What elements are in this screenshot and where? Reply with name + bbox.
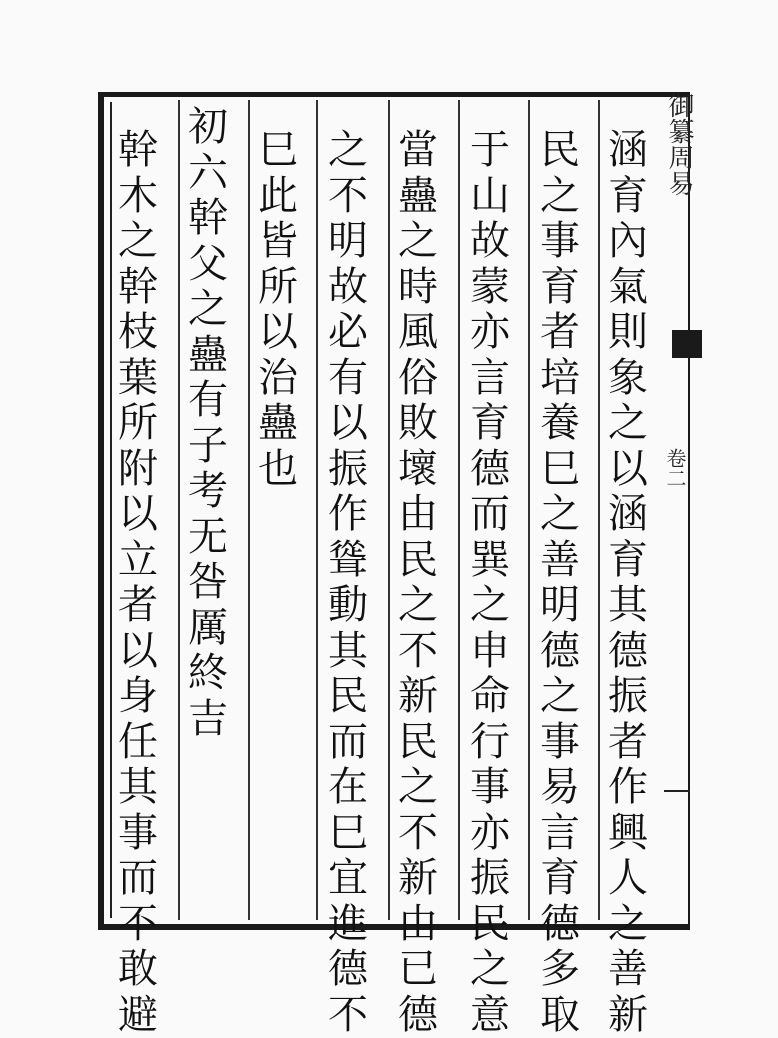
glyph: 進 <box>328 902 368 948</box>
glyph: 當 <box>398 128 438 174</box>
glyph: 意 <box>470 993 510 1038</box>
text-column-7 <box>188 105 228 742</box>
glyph: 于 <box>470 128 510 174</box>
fish-tail-mark <box>672 330 702 358</box>
glyph: 而 <box>470 492 510 538</box>
margin-title: 御纂周易 <box>664 92 694 196</box>
text-column-5 <box>328 128 368 1038</box>
page-border <box>98 92 690 930</box>
glyph: 養 <box>540 401 580 447</box>
glyph: 已 <box>398 947 438 993</box>
glyph: 有 <box>328 356 368 402</box>
glyph: 育 <box>608 174 648 220</box>
inner-border-line <box>110 102 112 918</box>
glyph: 則 <box>608 310 648 356</box>
glyph: 而 <box>118 856 158 902</box>
glyph: 之 <box>398 765 438 811</box>
text-column-8 <box>118 128 158 1038</box>
glyph: 之 <box>540 174 580 220</box>
glyph: 動 <box>328 583 368 629</box>
glyph: 任 <box>118 720 158 766</box>
glyph: 申 <box>470 629 510 675</box>
glyph: 之 <box>470 583 510 629</box>
glyph: 蠱 <box>398 174 438 220</box>
glyph: 事 <box>118 811 158 857</box>
glyph: 德 <box>398 993 438 1038</box>
glyph: 幹 <box>118 265 158 311</box>
glyph: 善 <box>540 538 580 584</box>
glyph: 德 <box>328 947 368 993</box>
glyph: 咎 <box>188 560 228 606</box>
glyph: 行 <box>470 720 510 766</box>
glyph: 六 <box>188 151 228 197</box>
glyph: 振 <box>608 674 648 720</box>
glyph: 幹 <box>118 128 158 174</box>
column-rule <box>248 100 250 920</box>
glyph: 以 <box>118 492 158 538</box>
glyph: 新 <box>398 856 438 902</box>
glyph: 德 <box>470 447 510 493</box>
glyph: 有 <box>188 378 228 424</box>
glyph: 蒙 <box>470 265 510 311</box>
glyph: 不 <box>328 174 368 220</box>
glyph: 宜 <box>328 856 368 902</box>
glyph: 吉 <box>188 697 228 743</box>
glyph: 者 <box>118 583 158 629</box>
glyph: 蠱 <box>258 401 298 447</box>
glyph: 民 <box>398 538 438 584</box>
glyph: 子 <box>188 424 228 470</box>
glyph: 德 <box>608 629 648 675</box>
glyph: 也 <box>258 447 298 493</box>
glyph: 涵 <box>608 492 648 538</box>
glyph: 必 <box>328 310 368 356</box>
glyph: 民 <box>540 128 580 174</box>
glyph: 敢 <box>118 947 158 993</box>
glyph: 其 <box>118 765 158 811</box>
glyph: 以 <box>328 401 368 447</box>
glyph: 育 <box>540 265 580 311</box>
glyph: 以 <box>608 447 648 493</box>
column-rule <box>598 100 600 920</box>
glyph: 之 <box>188 287 228 333</box>
glyph: 巳 <box>258 128 298 174</box>
glyph: 者 <box>608 720 648 766</box>
glyph: 終 <box>188 651 228 697</box>
glyph: 人 <box>608 856 648 902</box>
glyph: 民 <box>328 674 368 720</box>
glyph: 興 <box>608 811 648 857</box>
glyph: 亦 <box>470 811 510 857</box>
glyph: 作 <box>328 492 368 538</box>
glyph: 由 <box>398 492 438 538</box>
glyph: 事 <box>470 765 510 811</box>
text-column-1 <box>608 128 648 1038</box>
glyph: 振 <box>328 447 368 493</box>
glyph: 由 <box>398 902 438 948</box>
glyph: 治 <box>258 356 298 402</box>
volume-label: 卷二 <box>660 448 690 488</box>
glyph: 之 <box>328 128 368 174</box>
glyph: 其 <box>608 583 648 629</box>
column-rule <box>388 100 390 920</box>
glyph: 聳 <box>328 538 368 584</box>
glyph: 振 <box>470 856 510 902</box>
text-column-4 <box>398 128 438 1038</box>
glyph: 作 <box>608 765 648 811</box>
column-rule <box>178 100 180 920</box>
glyph: 故 <box>470 219 510 265</box>
glyph: 新 <box>608 993 648 1038</box>
glyph: 德 <box>540 629 580 675</box>
glyph: 多 <box>540 947 580 993</box>
glyph: 不 <box>118 902 158 948</box>
glyph: 取 <box>540 993 580 1038</box>
glyph: 之 <box>398 219 438 265</box>
glyph: 命 <box>470 674 510 720</box>
glyph: 俗 <box>398 356 438 402</box>
glyph: 象 <box>608 356 648 402</box>
glyph: 內 <box>608 219 648 265</box>
column-rule <box>528 100 530 920</box>
glyph: 之 <box>608 902 648 948</box>
glyph: 初 <box>188 105 228 151</box>
glyph: 所 <box>258 265 298 311</box>
glyph: 此 <box>258 174 298 220</box>
glyph: 在 <box>328 765 368 811</box>
glyph: 明 <box>540 583 580 629</box>
text-column-6 <box>258 128 298 492</box>
glyph: 幹 <box>188 196 228 242</box>
glyph: 新 <box>398 674 438 720</box>
glyph: 避 <box>118 993 158 1038</box>
glyph: 明 <box>328 219 368 265</box>
glyph: 以 <box>118 629 158 675</box>
column-rule <box>458 100 460 920</box>
glyph: 故 <box>328 265 368 311</box>
glyph: 山 <box>470 174 510 220</box>
glyph: 无 <box>188 515 228 561</box>
glyph: 皆 <box>258 219 298 265</box>
glyph: 葉 <box>118 356 158 402</box>
glyph: 不 <box>398 629 438 675</box>
glyph: 事 <box>540 720 580 766</box>
glyph: 德 <box>540 902 580 948</box>
glyph: 厲 <box>188 606 228 652</box>
margin-divider <box>664 790 690 792</box>
glyph: 時 <box>398 265 438 311</box>
glyph: 言 <box>540 811 580 857</box>
glyph: 善 <box>608 947 648 993</box>
glyph: 而 <box>328 720 368 766</box>
glyph: 亦 <box>470 310 510 356</box>
glyph: 敗 <box>398 401 438 447</box>
glyph: 之 <box>470 947 510 993</box>
glyph: 育 <box>608 538 648 584</box>
glyph: 父 <box>188 242 228 288</box>
glyph: 者 <box>540 310 580 356</box>
glyph: 民 <box>398 720 438 766</box>
glyph: 易 <box>540 765 580 811</box>
glyph: 木 <box>118 174 158 220</box>
glyph: 以 <box>258 310 298 356</box>
glyph: 民 <box>470 902 510 948</box>
glyph: 育 <box>470 401 510 447</box>
glyph: 言 <box>470 356 510 402</box>
glyph: 身 <box>118 674 158 720</box>
glyph: 附 <box>118 447 158 493</box>
glyph: 巽 <box>470 538 510 584</box>
glyph: 之 <box>398 583 438 629</box>
text-column-3 <box>470 128 510 1038</box>
glyph: 考 <box>188 469 228 515</box>
glyph: 風 <box>398 310 438 356</box>
glyph: 事 <box>540 219 580 265</box>
glyph: 立 <box>118 538 158 584</box>
glyph: 不 <box>328 993 368 1038</box>
glyph: 蠱 <box>188 333 228 379</box>
glyph: 巳 <box>328 811 368 857</box>
glyph: 之 <box>540 492 580 538</box>
glyph: 氣 <box>608 265 648 311</box>
glyph: 不 <box>398 811 438 857</box>
glyph: 所 <box>118 401 158 447</box>
glyph: 之 <box>608 401 648 447</box>
glyph: 育 <box>540 856 580 902</box>
glyph: 巳 <box>540 447 580 493</box>
glyph: 涵 <box>608 128 648 174</box>
glyph: 培 <box>540 356 580 402</box>
column-rule <box>316 100 318 920</box>
glyph: 其 <box>328 629 368 675</box>
glyph: 壞 <box>398 447 438 493</box>
glyph: 之 <box>118 219 158 265</box>
text-column-2 <box>540 128 580 1038</box>
glyph: 枝 <box>118 310 158 356</box>
glyph: 之 <box>540 674 580 720</box>
